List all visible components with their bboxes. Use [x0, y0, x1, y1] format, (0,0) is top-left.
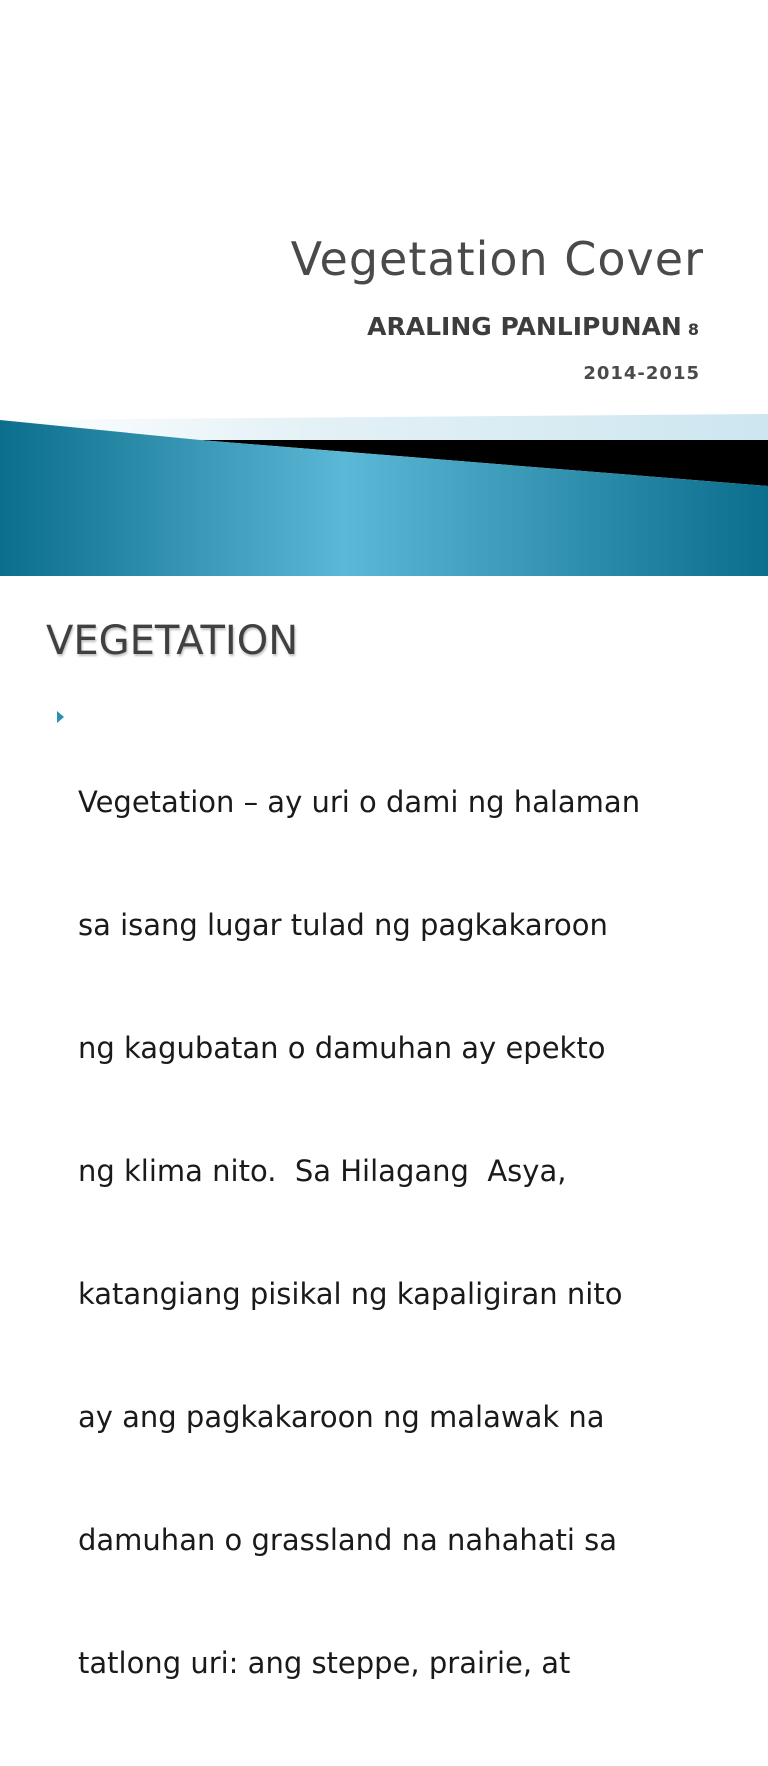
content-slide — [0, 576, 768, 1680]
bullet-item — [52, 700, 742, 1766]
school-year: 2014-2015 — [583, 363, 700, 384]
content-heading: VEGETATION — [46, 618, 299, 664]
slide-subtitle — [367, 312, 699, 341]
slide-title: Vegetation Cover — [290, 232, 704, 286]
bullet-text — [78, 700, 742, 1766]
bullet-line: sa isang lugar tulad ng pagkakaroon — [78, 908, 608, 942]
decorative-banner — [0, 404, 768, 576]
bullet-line: Vegetation – ay uri o dami ng halaman — [78, 785, 641, 819]
bullet-line: ng klima nito. Sa Hilagang Asya, — [78, 1154, 567, 1188]
bullet-line: damuhan o grassland na nahahati sa — [78, 1523, 618, 1557]
title-slide — [0, 0, 768, 576]
bullet-line: katangiang pisikal ng kapaligiran nito — [78, 1277, 623, 1311]
bullet-line: ng kagubatan o damuhan ay epekto — [78, 1031, 606, 1065]
bullet-line: tatlong uri: ang steppe, prairie, at — [78, 1646, 571, 1680]
grade-number: 8 — [687, 320, 699, 339]
subtitle-text: ARALING PANLIPUNAN — [367, 312, 682, 341]
bullet-line: ay ang pagkakaroon ng malawak na — [78, 1400, 605, 1434]
triangle-bullet-icon — [57, 711, 64, 723]
